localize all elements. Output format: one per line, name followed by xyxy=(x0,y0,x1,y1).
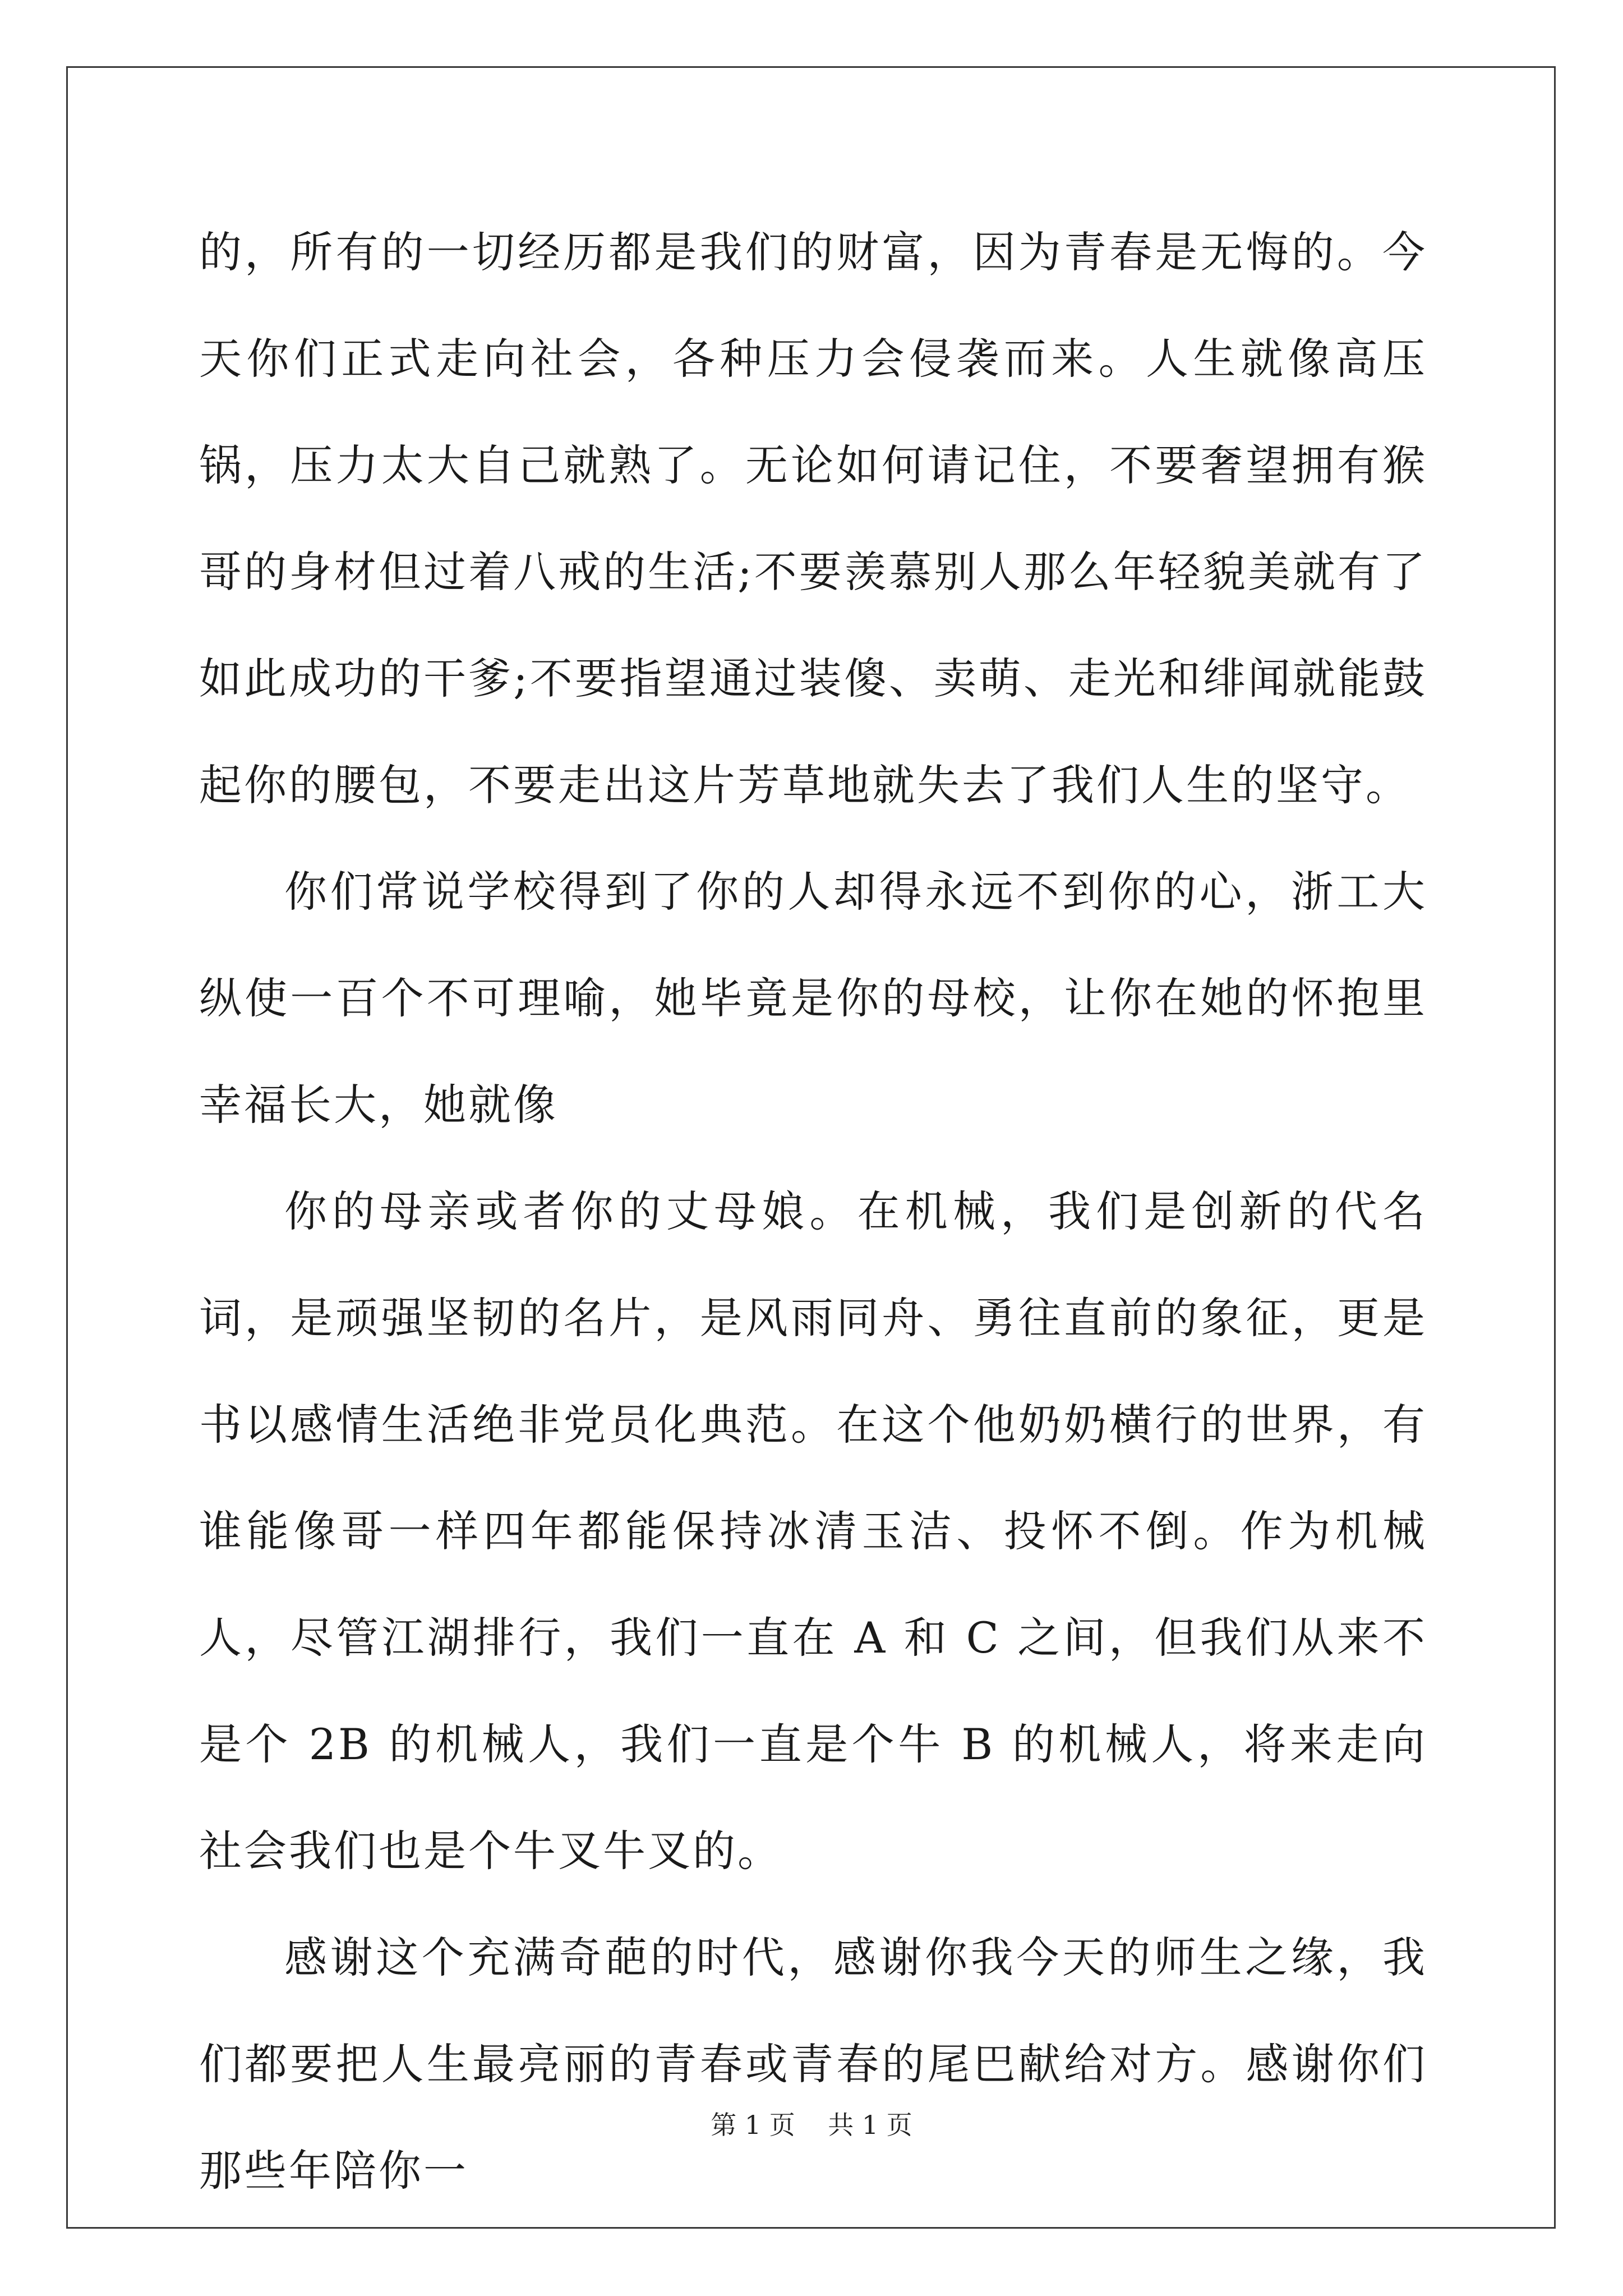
page-number: 第 1 页 xyxy=(711,2110,795,2140)
paragraph-4: 感谢这个充满奇葩的时代，感谢你我今天的师生之缘，我们都要把人生最亮丽的青春或青春的尾巴献给对方。感谢你们那些年陪你一 xyxy=(199,1932,1427,2196)
footer-spacer xyxy=(795,2110,828,2140)
page-total: 共 1 页 xyxy=(828,2110,912,2140)
paragraph-1: 的，所有的一切经历都是我们的财富，因为青春是无悔的。今天你们正式走向社会，各种压力会侵袭而来。人生就像高压锅，压力太大自己就熟了。无论如何请记住，不要奢望拥有猴哥的身材但过着八戒的生活;不要羡慕别人那么年轻貌美就有了如此成功的干爹;不要指望通过装傻、卖萌、走光和绯闻就能鼓起你的腰包，不要走出这片芳草地就失去了我们人生的坚守。 xyxy=(199,227,1427,810)
paragraph-3: 你的母亲或者你的丈母娘。在机械，我们是创新的代名词，是顽强坚韧的名片，是风雨同舟、勇往直前的象征，更是书以感情生活绝非党员化典范。在这个他奶奶横行的世界，有谁能像哥一样四年都能保持冰清玉洁、投怀不倒。作为机械人，尽管江湖排行，我们一直在 A 和 C 之间，但我们从来不是个 2B 的机械人，我们一直是个牛 B 的机械人，将来走向社会我们也是个牛叉牛叉的。 xyxy=(199,1186,1427,1876)
paragraph-2: 你们常说学校得到了你的人却得永远不到你的心，浙工大纵使一百个不可理喻，她毕竟是你的母校，让你在她的怀抱里幸福长大，她就像 xyxy=(199,867,1427,1130)
page-footer xyxy=(0,2105,1623,2142)
document-body xyxy=(199,199,1427,2224)
